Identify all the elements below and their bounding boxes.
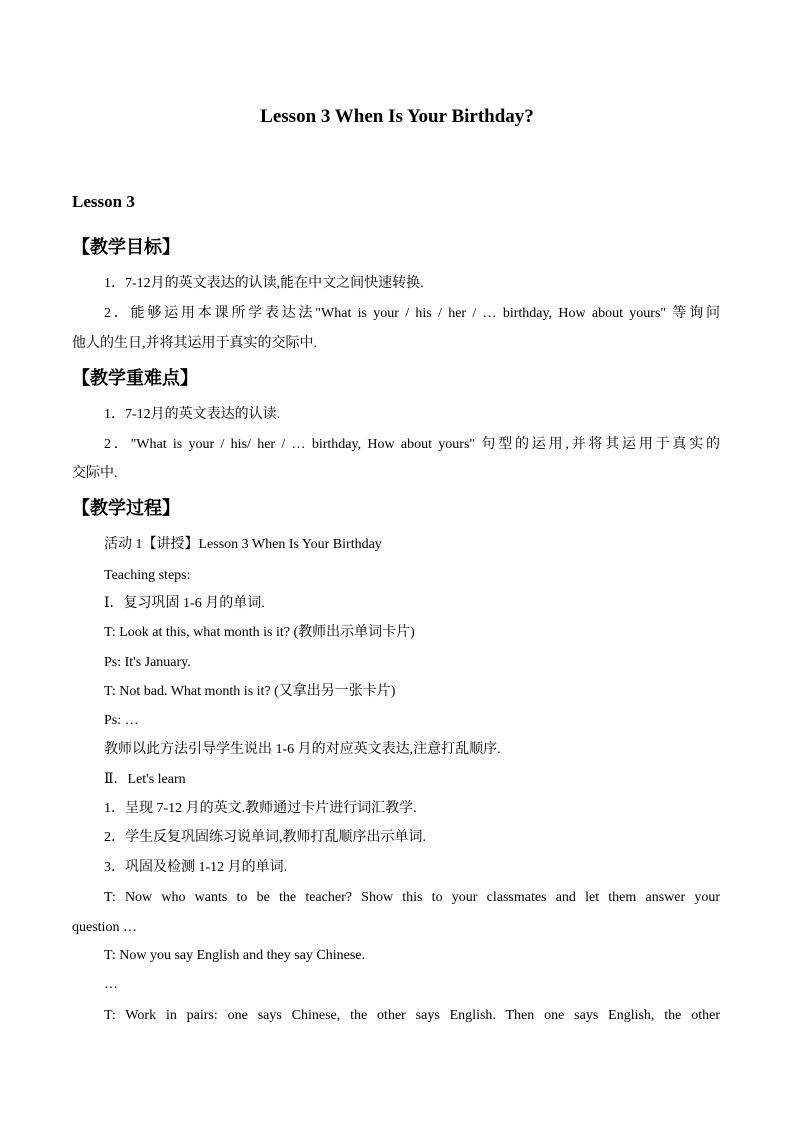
section-heading-process: 【教学过程】: [72, 498, 180, 519]
process-line: question …: [72, 920, 137, 935]
lesson-subtitle: Lesson 3: [72, 192, 135, 211]
process-line: Ps: …: [104, 713, 139, 728]
process-line: Ps: It's January.: [104, 655, 191, 670]
process-line: T: Not bad. What month is it? (又拿出另一张卡片): [104, 684, 396, 699]
key-point-2-continued: 交际中.: [72, 466, 118, 481]
process-line: 2．学生反复巩固练习说单词,教师打乱顺序出示单词.: [104, 830, 426, 845]
key-point-1: 1．7-12月的英文表达的认读.: [104, 407, 281, 422]
process-line: T: Look at this, what month is it? (教师出示单词卡片): [104, 625, 415, 640]
process-line: 3．巩固及检测 1-12 月的单词.: [104, 860, 288, 875]
goal-item-2-continued: 他人的生日,并将其运用于真实的交际中.: [72, 336, 317, 351]
goal-item-2: 2．能够运用本课所学表达法"What is your / his / her / … birthday, How about yours" 等询问: [104, 306, 720, 321]
section-heading-goals: 【教学目标】: [72, 237, 180, 258]
key-point-2: 2．"What is your / his/ her / … birthday, How about yours" 句型的运用,并将其运用于真实的: [104, 437, 720, 452]
section-heading-key-points: 【教学重难点】: [72, 368, 198, 389]
process-line: Ⅰ．复习巩固 1-6 月的单词.: [104, 596, 265, 611]
process-line: 教师以此方法引导学生说出 1-6 月的对应英文表达,注意打乱顺序.: [104, 742, 501, 757]
process-line: T: Work in pairs: one says Chinese, the other says English. Then one says English, the other: [104, 1008, 720, 1023]
process-line: 活动 1【讲授】Lesson 3 When Is Your Birthday: [104, 537, 382, 552]
document-title: Lesson 3 When Is Your Birthday?: [260, 106, 534, 127]
process-line: Teaching steps:: [104, 568, 191, 583]
process-line: Ⅱ．Let's learn: [104, 772, 186, 787]
process-line: T: Now you say English and they say Chinese.: [104, 948, 365, 963]
process-line: T: Now who wants to be the teacher? Show this to your classmates and let them answer your: [104, 890, 720, 905]
goal-item-1: 1．7-12月的英文表达的认读,能在中文之间快速转换.: [104, 276, 424, 291]
process-line: …: [104, 977, 118, 992]
process-line: 1．呈现 7-12 月的英文.教师通过卡片进行词汇教学.: [104, 801, 417, 816]
